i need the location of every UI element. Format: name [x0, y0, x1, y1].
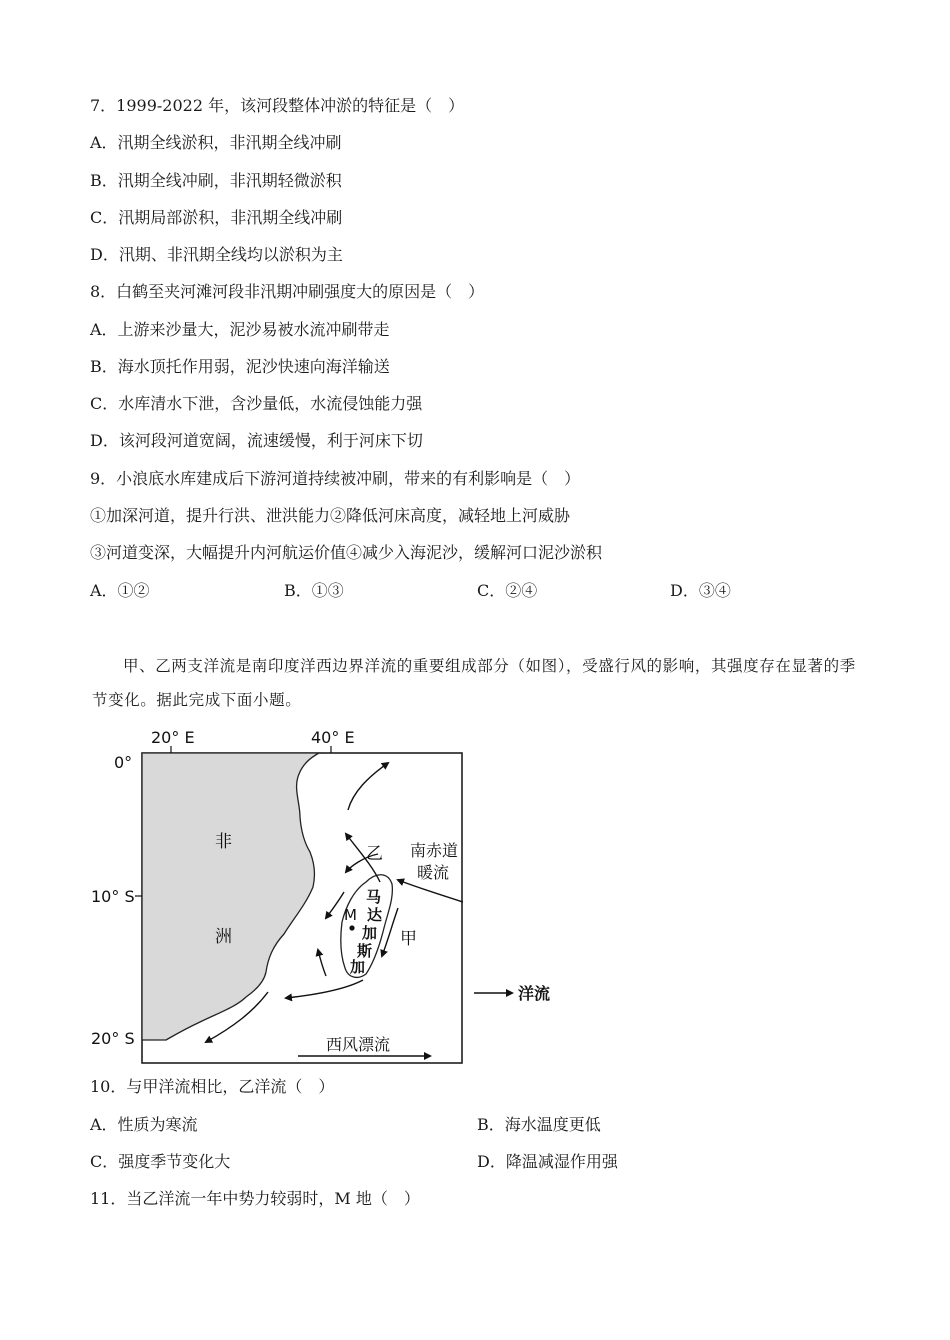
- question-10-option-c: C．强度季节变化大: [90, 1152, 231, 1171]
- lat-label-20s: 20° S: [91, 1029, 135, 1048]
- question-8-option-d: D．该河段河道宽阔，流速缓慢，利于河床下切: [90, 431, 423, 450]
- question-9-stem: 9．小浪底水库建成后下游河道持续被冲刷，带来的有利影响是（ ）: [90, 469, 581, 488]
- question-8-stem: 8．白鹤至夹河滩河段非汛期冲刷强度大的原因是（ ）: [90, 282, 485, 301]
- madagascar-label-1: 马: [366, 888, 382, 906]
- south-equatorial-current-label-2: 暖流: [417, 863, 450, 882]
- question-10-stem: 10．与甲洋流相比，乙洋流（ ）: [90, 1077, 335, 1096]
- question-9-statement-2: ③河道变深，大幅提升内河航运价值④减少入海泥沙，缓解河口泥沙淤积: [90, 543, 603, 562]
- question-10-option-a: A．性质为寒流: [90, 1115, 198, 1134]
- south-equatorial-current-label-1: 南赤道: [410, 841, 459, 860]
- lat-label-10s: 10° S: [91, 887, 135, 906]
- question-8-option-b: B．海水顶托作用弱，泥沙快速向海洋输送: [90, 357, 390, 376]
- question-7-option-b: B．汛期全线冲刷，非汛期轻微淤积: [90, 171, 342, 190]
- question-8-option-c: C．水库清水下泄，含沙量低，水流侵蚀能力强: [90, 394, 423, 413]
- question-7-stem: 7．1999-2022 年，该河段整体冲淤的特征是（ ）: [90, 96, 465, 115]
- madagascar-label-2: 达: [367, 906, 383, 924]
- legend-ocean-current-label: 洋流: [518, 984, 551, 1003]
- question-8-option-a: A．上游来沙量大，泥沙易被水流冲刷带走: [90, 320, 390, 339]
- question-9-option-c: C．②④: [477, 581, 538, 600]
- ocean-current-map: [88, 722, 568, 1067]
- question-9-option-b: B．①③: [284, 581, 344, 600]
- lon-label-40e: 40° E: [311, 728, 355, 747]
- current-jia-label: 甲: [400, 929, 417, 949]
- question-9-option-a: A．①②: [90, 581, 150, 600]
- material-intro-paragraph: 甲、乙两支洋流是南印度洋西边界洋流的重要组成部分（如图），受盛行风的影响，其强度存在显著的季节变化。据此完成下面小题。: [92, 657, 856, 709]
- africa-label-2: 洲: [215, 927, 232, 947]
- west-wind-drift-label: 西风漂流: [326, 1035, 391, 1054]
- point-m-label: M: [344, 906, 357, 924]
- madagascar-label-4: 斯: [357, 942, 373, 960]
- lon-label-20e: 20° E: [151, 728, 195, 747]
- question-7-option-a: A．汛期全线淤积，非汛期全线冲刷: [90, 133, 342, 152]
- question-9-statement-1: ①加深河道，提升行洪、泄洪能力②降低河床高度，减轻地上河威胁: [90, 506, 571, 525]
- question-7-option-d: D．汛期、非汛期全线均以淤积为主: [90, 245, 343, 264]
- question-11-stem: 11．当乙洋流一年中势力较弱时，M 地（ ）: [90, 1189, 420, 1208]
- question-10-option-b: B．海水温度更低: [477, 1115, 601, 1134]
- madagascar-label-5: 加: [350, 958, 366, 976]
- question-9-option-d: D．③④: [670, 581, 731, 600]
- madagascar-label-3: 加: [362, 924, 378, 942]
- question-10-option-d: D．降温减湿作用强: [477, 1152, 618, 1171]
- question-7-option-c: C．汛期局部淤积，非汛期全线冲刷: [90, 208, 343, 227]
- current-yi-label: 乙: [366, 844, 383, 864]
- africa-label-1: 非: [215, 832, 232, 852]
- lat-label-0: 0°: [114, 753, 133, 772]
